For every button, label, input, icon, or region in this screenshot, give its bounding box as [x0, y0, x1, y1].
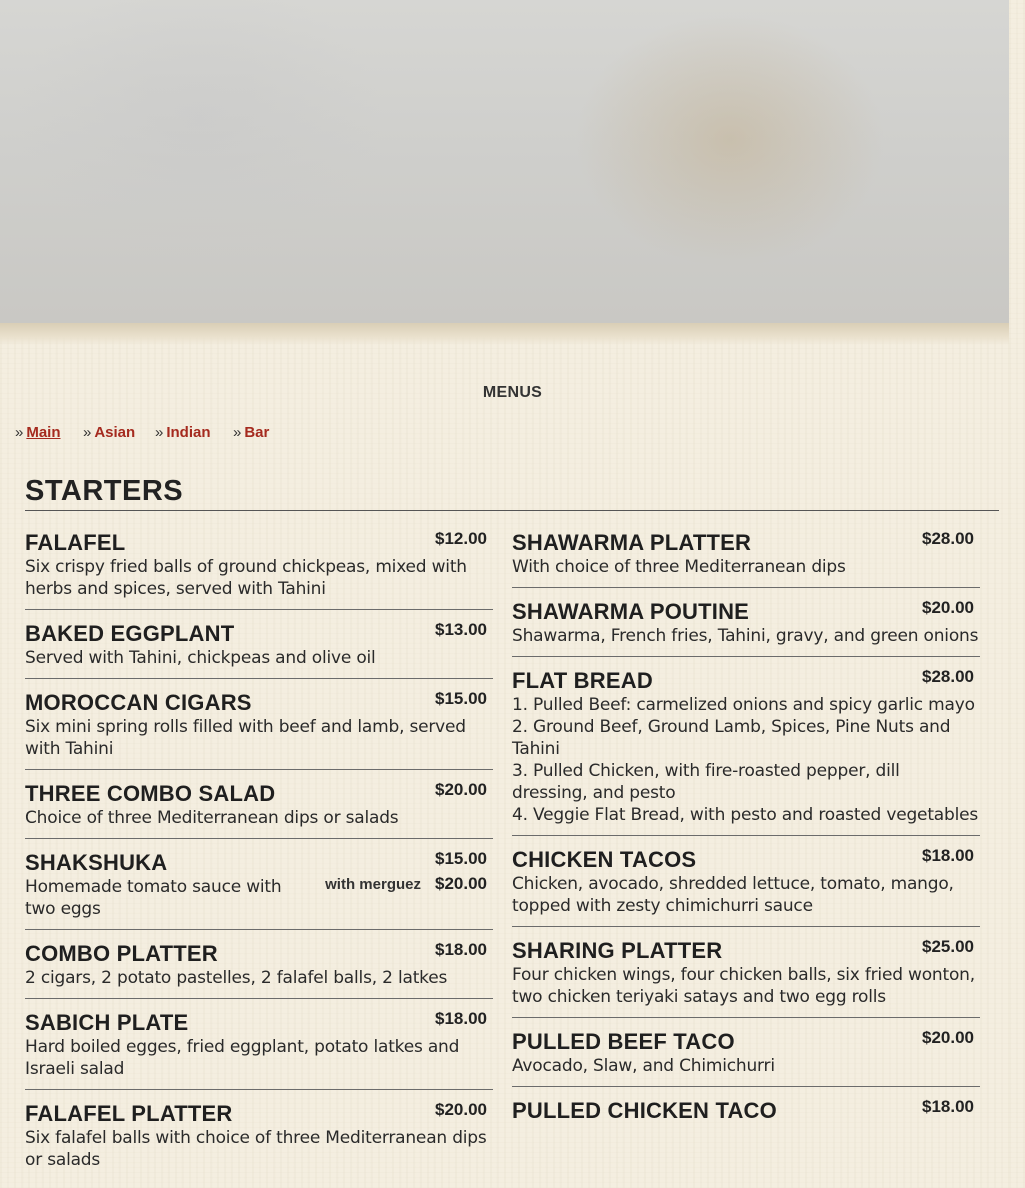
item-price: $20.00	[922, 1028, 974, 1047]
item-name: BAKED EGGPLANT	[25, 621, 235, 646]
menu-item	[25, 778, 493, 839]
menu-item	[25, 1098, 493, 1180]
menu-item	[512, 596, 980, 657]
menus-heading: MENUS	[482, 384, 543, 401]
item-price: $20.00	[435, 1100, 487, 1119]
item-description: Chicken, avocado, shredded lettuce, tomato, mango, topped with zesty chimichurri sauce	[512, 874, 954, 916]
item-name: SHARING PLATTER	[512, 938, 723, 963]
item-price: $15.00	[435, 849, 487, 868]
item-price: $28.00	[922, 529, 974, 548]
item-description: Six falafel balls with choice of three Mediterranean dips or salads	[25, 1128, 487, 1170]
item-price: $12.00	[435, 529, 487, 548]
item-description	[512, 694, 980, 826]
item-name: SHAWARMA PLATTER	[512, 530, 752, 555]
item-variant-price: $20.00	[435, 874, 487, 893]
item-price: $15.00	[435, 689, 487, 708]
item-description: Hard boiled egges, fried eggplant, potato latkes and Israeli salad	[25, 1037, 460, 1079]
item-description: Served with Tahini, chickpeas and olive oil	[25, 648, 376, 668]
item-description-line: 4. Veggie Flat Bread, with pesto and roasted vegetables	[512, 805, 979, 825]
hero-divider	[0, 323, 1009, 345]
item-description: Choice of three Mediterranean dips or salads	[25, 808, 399, 828]
item-name: PULLED CHICKEN TACO	[512, 1098, 777, 1123]
item-description: 2 cigars, 2 potato pastelles, 2 falafel balls, 2 latkes	[25, 968, 448, 988]
item-name: MOROCCAN CIGARS	[25, 690, 252, 715]
item-description: With choice of three Mediterranean dips	[512, 557, 846, 577]
item-description: Avocado, Slaw, and Chimichurri	[512, 1056, 775, 1076]
menu-item	[25, 527, 493, 610]
menu-item	[512, 527, 980, 588]
section-divider	[25, 510, 999, 511]
item-description: Shawarma, French fries, Tahini, gravy, and green onions	[512, 626, 979, 646]
menu-item	[512, 1095, 980, 1133]
item-description-line: 2. Ground Beef, Ground Lamb, Spices, Pine Nuts and Tahini	[512, 717, 951, 759]
menu-item	[512, 844, 980, 927]
menu-item	[25, 618, 493, 679]
item-price: $18.00	[435, 1009, 487, 1028]
item-variant-label: with merguez	[325, 876, 421, 893]
item-price: $13.00	[435, 620, 487, 639]
item-name: SHAKSHUKA	[25, 850, 168, 875]
nav-item-indian[interactable]	[155, 424, 211, 441]
nav-separator: »	[155, 424, 164, 441]
menu-item	[25, 687, 493, 770]
nav-link-asian[interactable]: Asian	[94, 424, 136, 441]
nav-link-indian[interactable]: Indian	[166, 424, 211, 441]
nav-separator: »	[15, 424, 24, 441]
item-name: COMBO PLATTER	[25, 941, 218, 966]
item-price: $18.00	[435, 940, 487, 959]
item-price: $20.00	[435, 780, 487, 799]
nav-item-main[interactable]	[15, 424, 61, 441]
item-name: SHAWARMA POUTINE	[512, 599, 750, 624]
item-name: FALAFEL	[25, 530, 126, 555]
item-price: $25.00	[922, 937, 974, 956]
item-description-line: 1. Pulled Beef: carmelized onions and spicy garlic mayo	[512, 695, 975, 715]
item-price: $28.00	[922, 667, 974, 686]
item-name: FALAFEL PLATTER	[25, 1101, 233, 1126]
menu-item	[512, 1026, 980, 1087]
menu-column-left	[25, 527, 493, 1188]
item-price: $18.00	[922, 846, 974, 865]
nav-link-bar[interactable]: Bar	[244, 424, 270, 441]
menu-item	[25, 847, 493, 930]
nav-item-bar[interactable]	[233, 424, 269, 441]
item-description: Six crispy fried balls of ground chickpeas, mixed with herbs and spices, served with Tahini	[25, 557, 467, 599]
item-price: $20.00	[922, 598, 974, 617]
hero-image	[0, 0, 1009, 323]
menu-column-right	[512, 527, 980, 1141]
menu-item	[512, 665, 980, 836]
item-description-line: 3. Pulled Chicken, with fire-roasted pepper, dill dressing, and pesto	[512, 761, 900, 803]
menu-item	[25, 1007, 493, 1090]
item-description: Six mini spring rolls filled with beef and lamb, served with Tahini	[25, 717, 466, 759]
nav-separator: »	[233, 424, 242, 441]
item-name: PULLED BEEF TACO	[512, 1029, 735, 1054]
nav-item-asian[interactable]	[83, 424, 135, 441]
item-name: SABICH PLATE	[25, 1010, 189, 1035]
item-description: Four chicken wings, four chicken balls, six fried wonton, two chicken teriyaki satays and two egg rolls	[512, 965, 975, 1007]
item-description: Homemade tomato sauce with two eggs	[25, 877, 282, 919]
section-title-starters: STARTERS	[25, 475, 184, 507]
item-name: FLAT BREAD	[512, 668, 653, 693]
item-name: THREE COMBO SALAD	[25, 781, 276, 806]
menu-item	[512, 935, 980, 1018]
nav-separator: »	[83, 424, 92, 441]
menu-item	[25, 938, 493, 999]
item-price: $18.00	[922, 1097, 974, 1116]
nav-link-main[interactable]: Main	[26, 424, 61, 441]
item-name: CHICKEN TACOS	[512, 847, 697, 872]
